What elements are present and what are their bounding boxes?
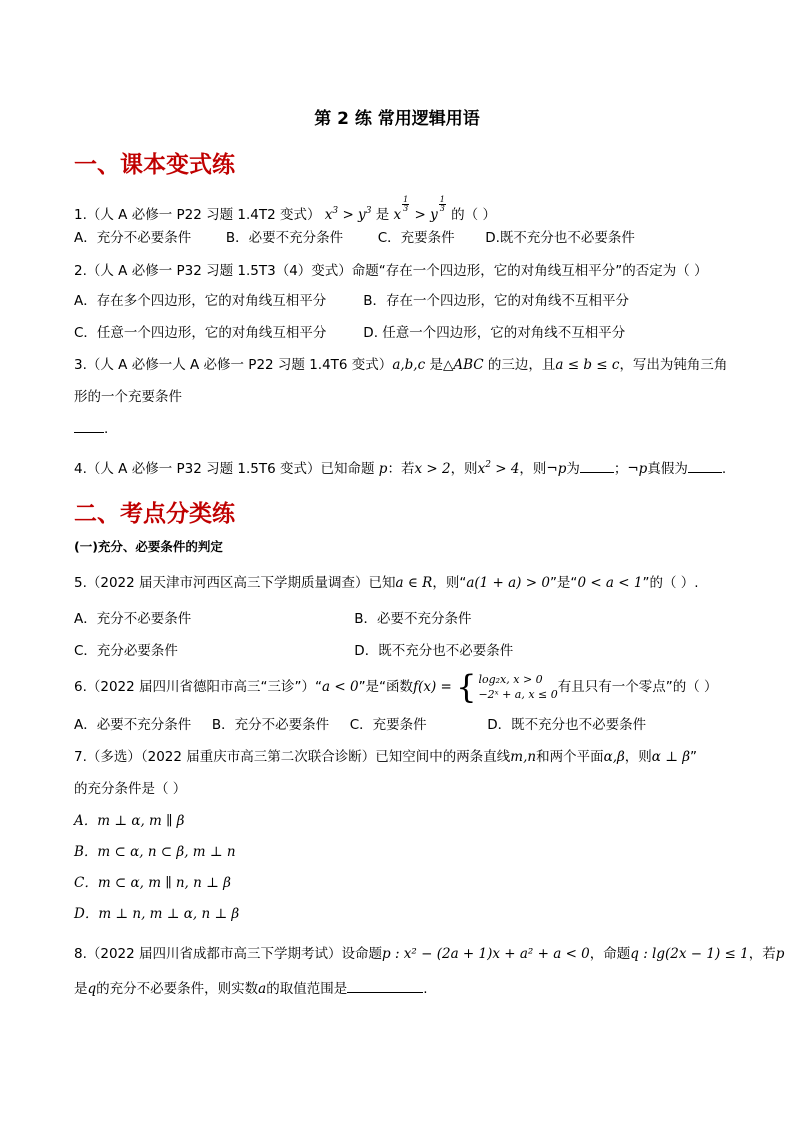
question-1-options	[74, 229, 635, 247]
option-d[interactable]: D.既不充分也不必要条件	[485, 230, 635, 246]
question-8: 8.（2022 届四川省成都市高三下学期考试）设命题p : x² − (2a + 1)x + a² + a < 0，命题q : lg(2x − 1) ≤ 1，若p	[74, 946, 785, 962]
math-x13-gt-y13: x $\frac{1}{3}$ > y $\frac{1}{3}$	[393, 195, 445, 223]
question-1: 1.（人 A 必修一 P22 习题 1.4T2 变式） $x^3 > y^3$ 是 x $\frac{1}{3}$ > y $\frac{1}{3}$ 的（ ）	[74, 195, 496, 223]
page-title: 第 2 练 常用逻辑用语	[314, 109, 480, 129]
option-c[interactable]: C．充分必要条件	[74, 643, 178, 659]
option-b[interactable]: B．充分不必要条件	[211, 717, 330, 733]
option-b[interactable]: B．必要不充分条件	[225, 230, 344, 246]
option-d[interactable]: D. 任意一个四边形，它的对角线不互相平分	[363, 325, 626, 341]
left-brace-icon: {	[456, 668, 477, 706]
question-6: 6.（2022 届四川省德阳市高三“三诊”）“a < 0”是“函数f(x) = { log₂x, x > 0 −2ˣ + a, x ≤ 0 有且只有一个零点”的（ ）	[74, 668, 718, 706]
section-heading-2: 二、考点分类练	[74, 501, 235, 527]
question-7: 7.（多选）（2022 届重庆市高三第二次联合诊断）已知空间中的两条直线m,n和两个平面α,β，则α ⊥ β”	[74, 749, 697, 765]
question-5-options-ab	[74, 610, 472, 628]
answer-blank-1[interactable]	[580, 460, 614, 473]
question-5: 5.（2022 届天津市河西区高三下学期质量调查）已知a ∈ R，则“a(1 + a) > 0”是“0 < a < 1”的（ ）.	[74, 575, 699, 591]
option-d[interactable]: D．m ⊥ n, m ⊥ α, n ⊥ β	[74, 906, 240, 922]
question-4: 4.（人 A 必修一 P32 习题 1.5T6 变式）已知命题 p：若x > 2，则$x^2 > 4$，则¬p为 ；¬p真假为 .	[74, 460, 727, 477]
option-d[interactable]: D．既不充分也不必要条件	[354, 643, 514, 659]
option-b[interactable]: B．存在一个四边形，它的对角线不互相平分	[363, 293, 630, 309]
option-a[interactable]: A．m ⊥ α, m ∥ β	[74, 813, 185, 829]
option-a[interactable]: A．必要不充分条件	[74, 717, 192, 733]
option-d[interactable]: D．既不充分也不必要条件	[487, 717, 647, 733]
question-2-options-cd	[74, 324, 625, 342]
option-b[interactable]: B．必要不充分条件	[354, 611, 472, 627]
math-x3-gt-y3: $x^3 > y^3$	[324, 206, 372, 223]
question-8-line2: 是q的充分不必要条件，则实数a的取值范围是 .	[74, 981, 428, 997]
question-6-options	[74, 716, 646, 734]
question-2: 2.（人 A 必修一 P32 习题 1.5T3（4）变式）命题“存在一个四边形，它的对角线互相平分”的否定为（ ）	[74, 263, 708, 279]
question-3: 3.（人 A 必修一人 A 必修一 P22 习题 1.4T6 变式）a,b,c 是△ABC 的三边，且a ≤ b ≤ c，写出为钝角三角	[74, 357, 728, 373]
section-heading-1: 一、课本变式练	[74, 152, 235, 178]
question-7-line2: 的充分条件是（ ）	[74, 781, 187, 797]
option-a[interactable]: A．充分不必要条件	[74, 230, 192, 246]
question-5-options-cd	[74, 642, 513, 660]
math-x2-gt-4: $x^2 > 4$	[477, 460, 520, 477]
answer-blank-2[interactable]	[688, 460, 722, 473]
subsection-heading: (一)充分、必要条件的判定	[74, 539, 223, 554]
option-c[interactable]: C．充要条件	[349, 717, 427, 733]
question-3-line2: 形的一个充要条件	[74, 389, 182, 405]
question-2-options-ab	[74, 292, 629, 310]
piecewise-function: { log₂x, x > 0 −2ˣ + a, x ≤ 0	[456, 668, 558, 706]
option-a[interactable]: A．充分不必要条件	[74, 611, 192, 627]
option-c[interactable]: C．充要条件	[377, 230, 455, 246]
option-b[interactable]: B．m ⊂ α, n ⊂ β, m ⊥ n	[74, 844, 236, 860]
answer-blank[interactable]	[347, 980, 423, 993]
option-c[interactable]: C．m ⊂ α, m ∥ n, n ⊥ β	[74, 875, 231, 891]
option-c[interactable]: C．任意一个四边形，它的对角线互相平分	[74, 325, 327, 341]
answer-blank[interactable]	[74, 420, 104, 433]
question-3-answer: .	[74, 420, 108, 438]
option-a[interactable]: A．存在多个四边形，它的对角线互相平分	[74, 293, 327, 309]
